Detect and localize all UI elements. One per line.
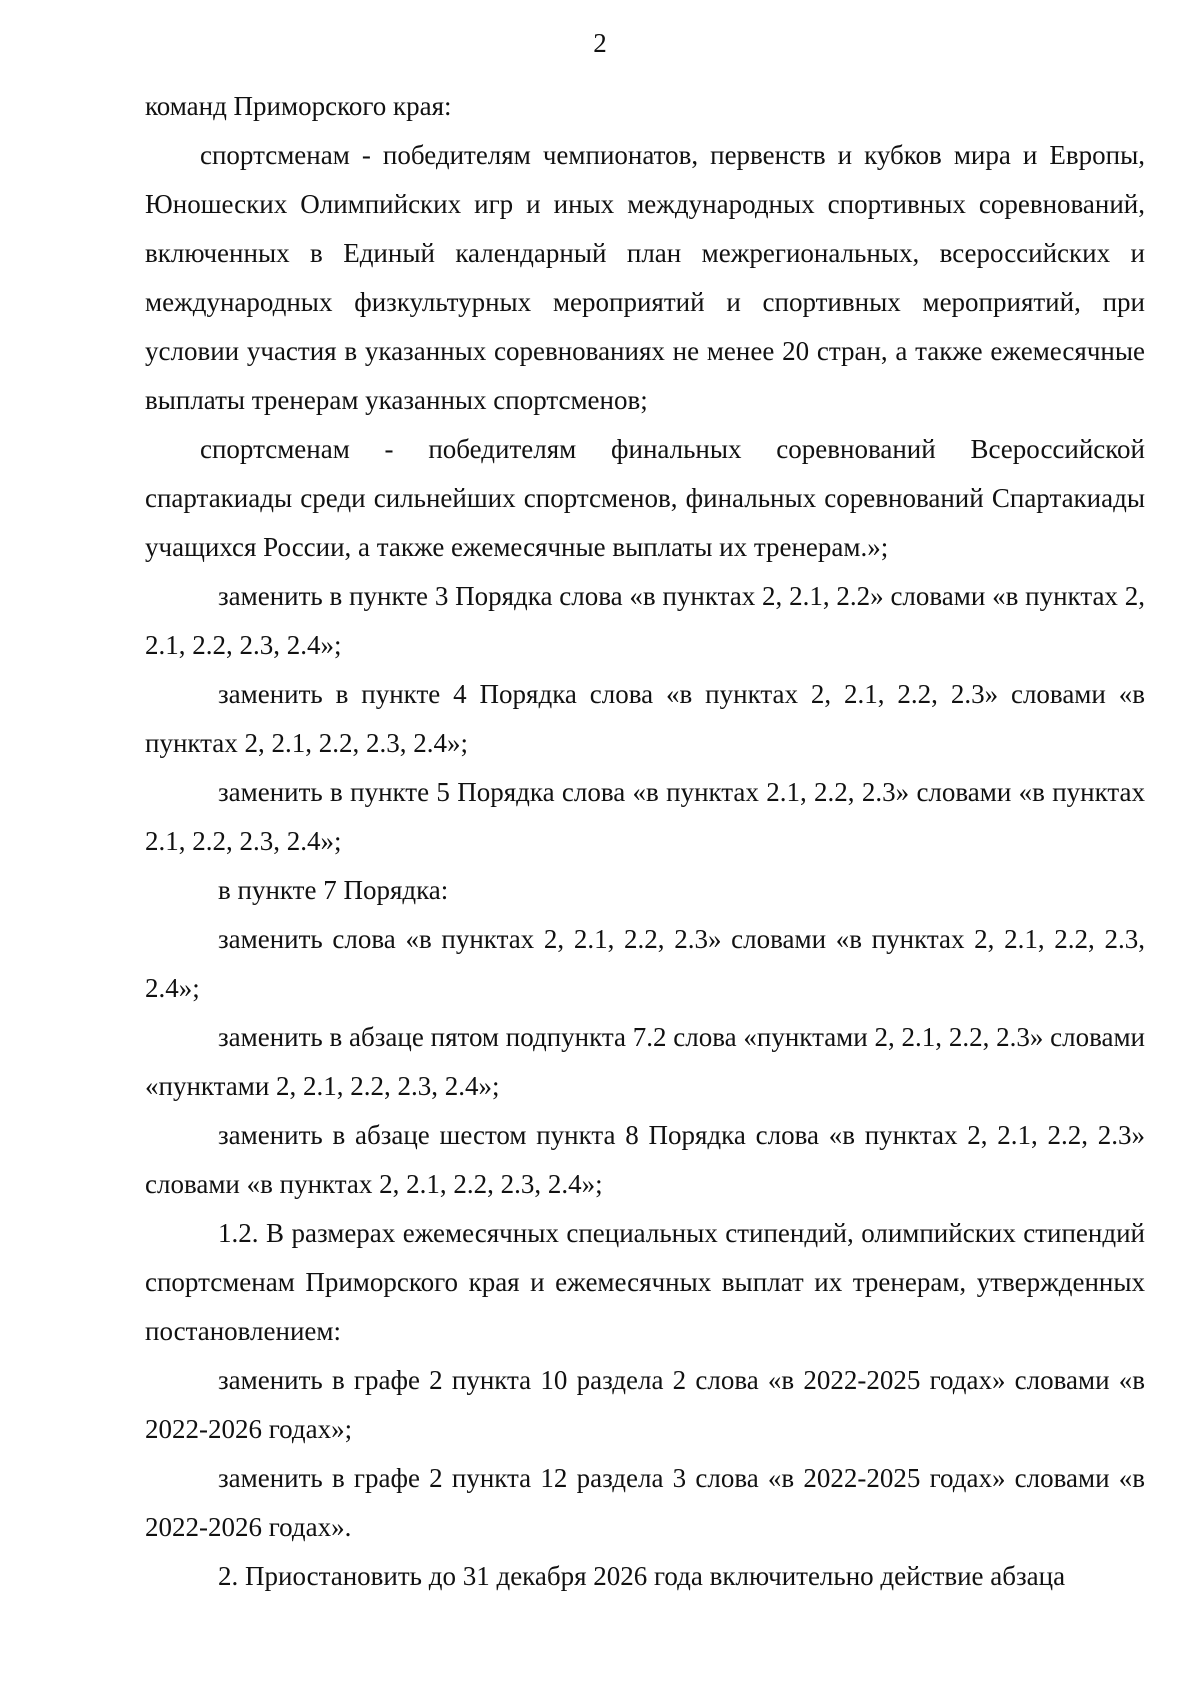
paragraph-section-2: 2. Приостановить до 31 декабря 2026 года включительно действие абзаца xyxy=(218,1561,1066,1591)
paragraph-item-4-replacement: заменить в пункте 4 Порядка слова «в пунктах 2, 2.1, 2.2, 2.3» словами «в пунктах 2, 2.1, 2.2, 2.3, 2.4»; xyxy=(145,679,1145,758)
paragraph-spartakiad-winners: спортсменам - победителям финальных соревнований Всероссийской спартакиады среди сильнейших спортсменов, финальных соревнований Спартакиады учащихся России, а также ежемесячные выплаты их тренерам.»; xyxy=(145,434,1145,562)
paragraph-item-5-replacement: заменить в пункте 5 Порядка слова «в пунктах 2.1, 2.2, 2.3» словами «в пунктах 2.1, 2.2, 2.3, 2.4»; xyxy=(145,777,1145,856)
paragraph-item-7-heading: в пункте 7 Порядка: xyxy=(218,875,449,905)
page-number: 2 xyxy=(593,28,607,58)
paragraph-continuation: команд Приморского края: xyxy=(145,91,452,121)
paragraph-world-europe-winners: спортсменам - победителям чемпионатов, первенств и кубков мира и Европы, Юношеских Олимпийских игр и иных международных спортивных соревнований, включенных в Единый календарный план межрегиональных, всероссийских и международных физкультурных мероприятий и спортивных мероприятий, при условии участия в указанных соревнованиях не менее 20 стран, а также ежемесячные выплаты тренерам указанных спортсменов; xyxy=(145,140,1145,415)
paragraph-section-1-2: 1.2. В размерах ежемесячных специальных стипендий, олимпийских стипендий спортсменам Приморского края и ежемесячных выплат их тренерам, утвержденных постановлением: xyxy=(145,1218,1145,1346)
paragraph-item-3-replacement: заменить в пункте 3 Порядка слова «в пунктах 2, 2.1, 2.2» словами «в пунктах 2, 2.1, 2.2, 2.3, 2.4»; xyxy=(145,581,1145,660)
paragraph-item-7-words-replacement: заменить слова «в пунктах 2, 2.1, 2.2, 2.3» словами «в пунктах 2, 2.1, 2.2, 2.3, 2.4»; xyxy=(145,924,1145,1003)
paragraph-item-8-replacement: заменить в абзаце шестом пункта 8 Порядка слова «в пунктах 2, 2.1, 2.2, 2.3» словами «в пунктах 2, 2.1, 2.2, 2.3, 2.4»; xyxy=(145,1120,1145,1199)
document-body xyxy=(145,82,1145,1601)
paragraph-item-10-replacement: заменить в графе 2 пункта 10 раздела 2 слова «в 2022-2025 годах» словами «в 2022-2026 годах»; xyxy=(145,1365,1145,1444)
paragraph-item-12-replacement: заменить в графе 2 пункта 12 раздела 3 слова «в 2022-2025 годах» словами «в 2022-2026 годах». xyxy=(145,1463,1145,1542)
paragraph-subitem-7-2-replacement: заменить в абзаце пятом подпункта 7.2 слова «пунктами 2, 2.1, 2.2, 2.3» словами «пунктами 2, 2.1, 2.2, 2.3, 2.4»; xyxy=(145,1022,1145,1101)
